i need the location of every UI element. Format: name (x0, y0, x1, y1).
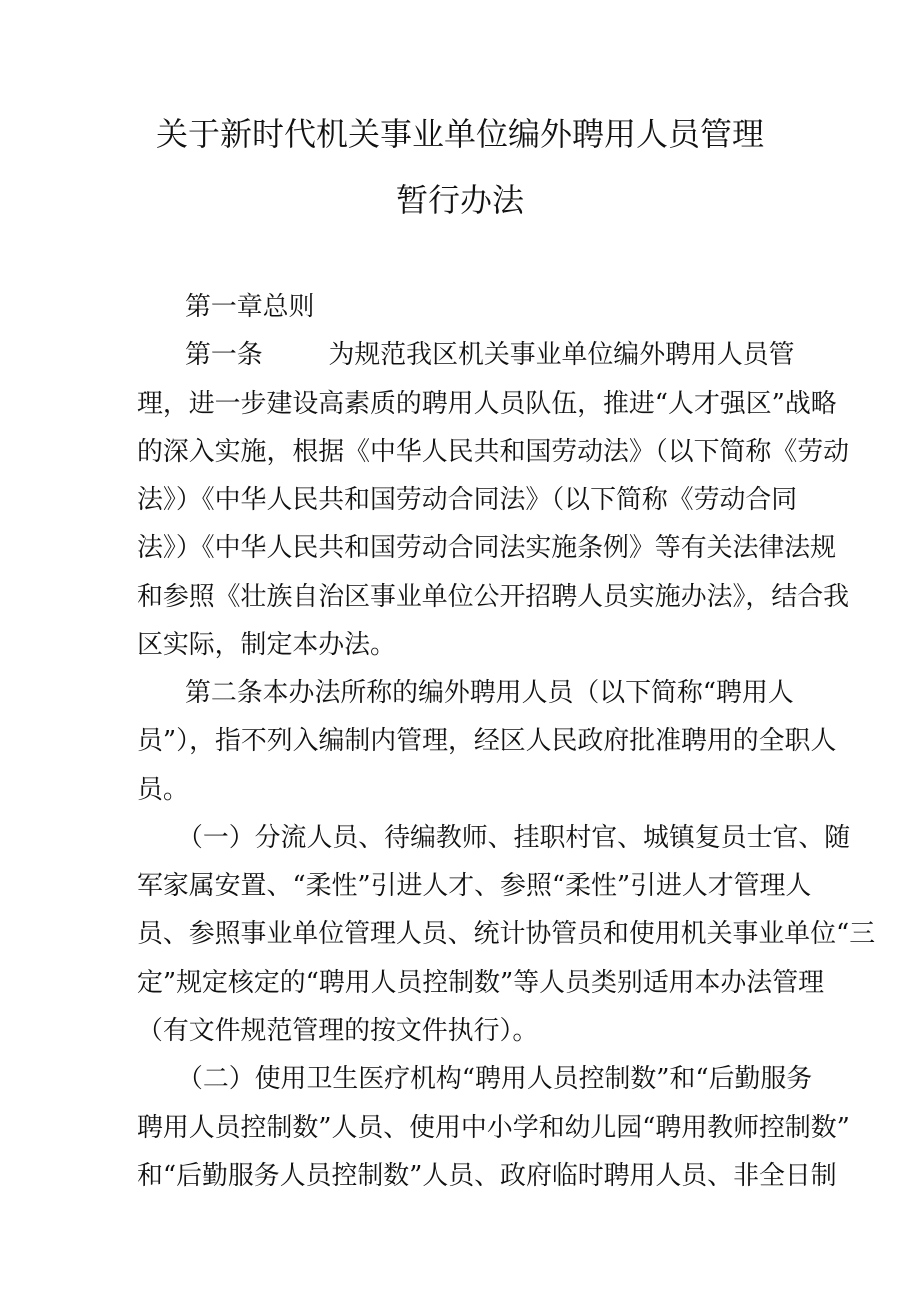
paragraph-line: 法》）《中华人民共和国劳动合同法》（以下简称《劳动合同 (137, 485, 798, 516)
paragraph-line: （一）分流人员、待编教师、挂职村官、城镇复员士官、随 (177, 822, 851, 853)
article-2 (137, 669, 837, 814)
paragraph-line: 区实际，制定本办法。 (137, 629, 396, 660)
paragraph-line: 定”规定核定的“聘用人员控制数”等人员类别适用本办法管理 (137, 967, 824, 998)
document-body (137, 283, 876, 1200)
paragraph-line: 的深入实施，根据《中华人民共和国劳动法》（以下简称《劳动 (137, 436, 849, 467)
paragraph-line: 军家属安置、“柔性”引进人才、参照“柔性”引进人才管理人 (137, 871, 812, 902)
paragraph-line: （有文件规范管理的按文件执行）。 (137, 1015, 539, 1046)
paragraph-line: 法》）《中华人民共和国劳动合同法实施条例》等有关法律法规 (137, 533, 837, 564)
article-1 (137, 331, 849, 669)
paragraph-line: 理，进一步建设高素质的聘用人员队伍，推进“人才强区”战略 (137, 388, 837, 419)
paragraph-line: 聘用人员控制数”人员、使用中小学和幼儿园“聘用教师控制数” (137, 1112, 850, 1143)
paragraph-line: 和“后勤服务人员控制数”人员、政府临时聘用人员、非全日制 (137, 1160, 837, 1191)
paragraph-line: （二）使用卫生医疗机构“聘用人员控制数”和“后勤服务 (177, 1064, 813, 1095)
paragraph-line: 员”），指不列入编制内管理，经区人民政府批准聘用的全职人 (137, 726, 837, 757)
paragraph-line: 员、参照事业单位管理人员、统计协管员和使用机关事业单位“三 (137, 919, 876, 950)
paragraph-line: 第二条本办法所称的编外聘用人员（以下简称“聘用人 (185, 678, 794, 709)
item-1 (137, 814, 876, 1055)
paragraph-line: 第一条 为规范我区机关事业单位编外聘用人员管 (185, 340, 795, 371)
document-title-line-2: 暂行办法 (395, 181, 524, 219)
chapter-heading: 第一章总则 (185, 292, 315, 322)
paragraph-line: 员。 (137, 774, 189, 805)
item-2 (137, 1055, 850, 1200)
paragraph-line: 和参照《壮族自治区事业单位公开招聘人员实施办法》，结合我 (137, 581, 849, 612)
document-title-line-1: 关于新时代机关事业单位编外聘用人员管理 (155, 115, 764, 153)
